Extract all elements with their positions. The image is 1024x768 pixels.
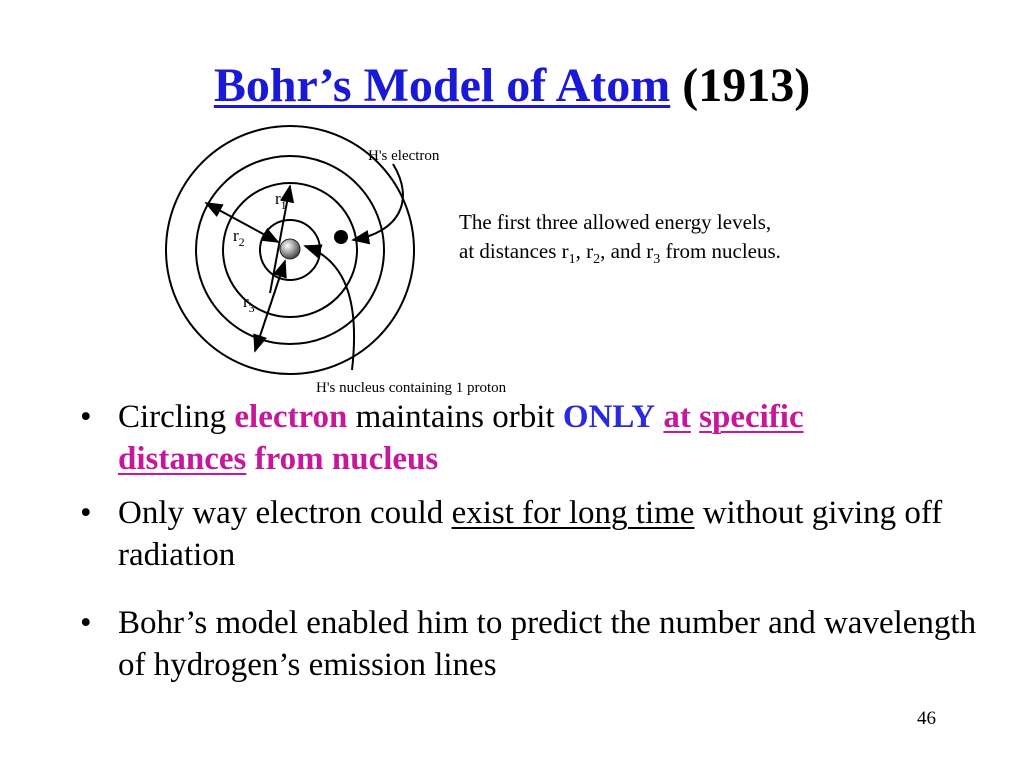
r2-label: $r_2$ [233, 226, 245, 249]
highlight-from-nucleus: from nucleus [246, 441, 439, 477]
electron-label: H's electron [368, 148, 440, 164]
underlined-phrase: exist for long time [451, 495, 695, 531]
nucleus-pointer [305, 246, 354, 370]
highlight-distances: distances [118, 441, 247, 477]
bullet-item-3: • Bohr’s model enabled him to predict the number and wavelength of hydrogen’s emission lines [80, 602, 980, 686]
r3-arrow [255, 261, 285, 351]
highlight-at: at [663, 399, 691, 435]
highlight-only: ONLY [562, 399, 656, 435]
electron-pointer [353, 164, 403, 240]
highlight-electron: electron [234, 399, 348, 435]
nucleus-label: H's nucleus containing 1 proton [316, 380, 507, 396]
description-line-1: The first three allowed energy levels, [459, 210, 772, 234]
r1-label: $r_1$ [275, 189, 287, 212]
r3-label: $r_3$ [243, 292, 255, 315]
description-line-2: at distances $r_1$, $r_2$, and $r_3$ from nucleus. [459, 239, 781, 268]
energy-levels-description [459, 208, 929, 274]
bullet-item-1: • Circling electron maintains orbit ONLY at specific distances from nucleus [80, 396, 980, 480]
title-year: (1913) [682, 59, 811, 112]
bullet-marker: • [80, 605, 92, 641]
electron [334, 230, 348, 244]
page-number: 46 [917, 708, 936, 729]
highlight-specific: specific [699, 399, 804, 435]
bullet-list [80, 396, 980, 686]
bullet-item-2: • Only way electron could exist for long time without giving off radiation [80, 492, 980, 576]
bullet-marker: • [80, 399, 92, 435]
bullet-marker: • [80, 495, 92, 531]
title-link[interactable]: Bohr’s Model of Atom [213, 59, 671, 112]
nucleus [280, 239, 300, 259]
